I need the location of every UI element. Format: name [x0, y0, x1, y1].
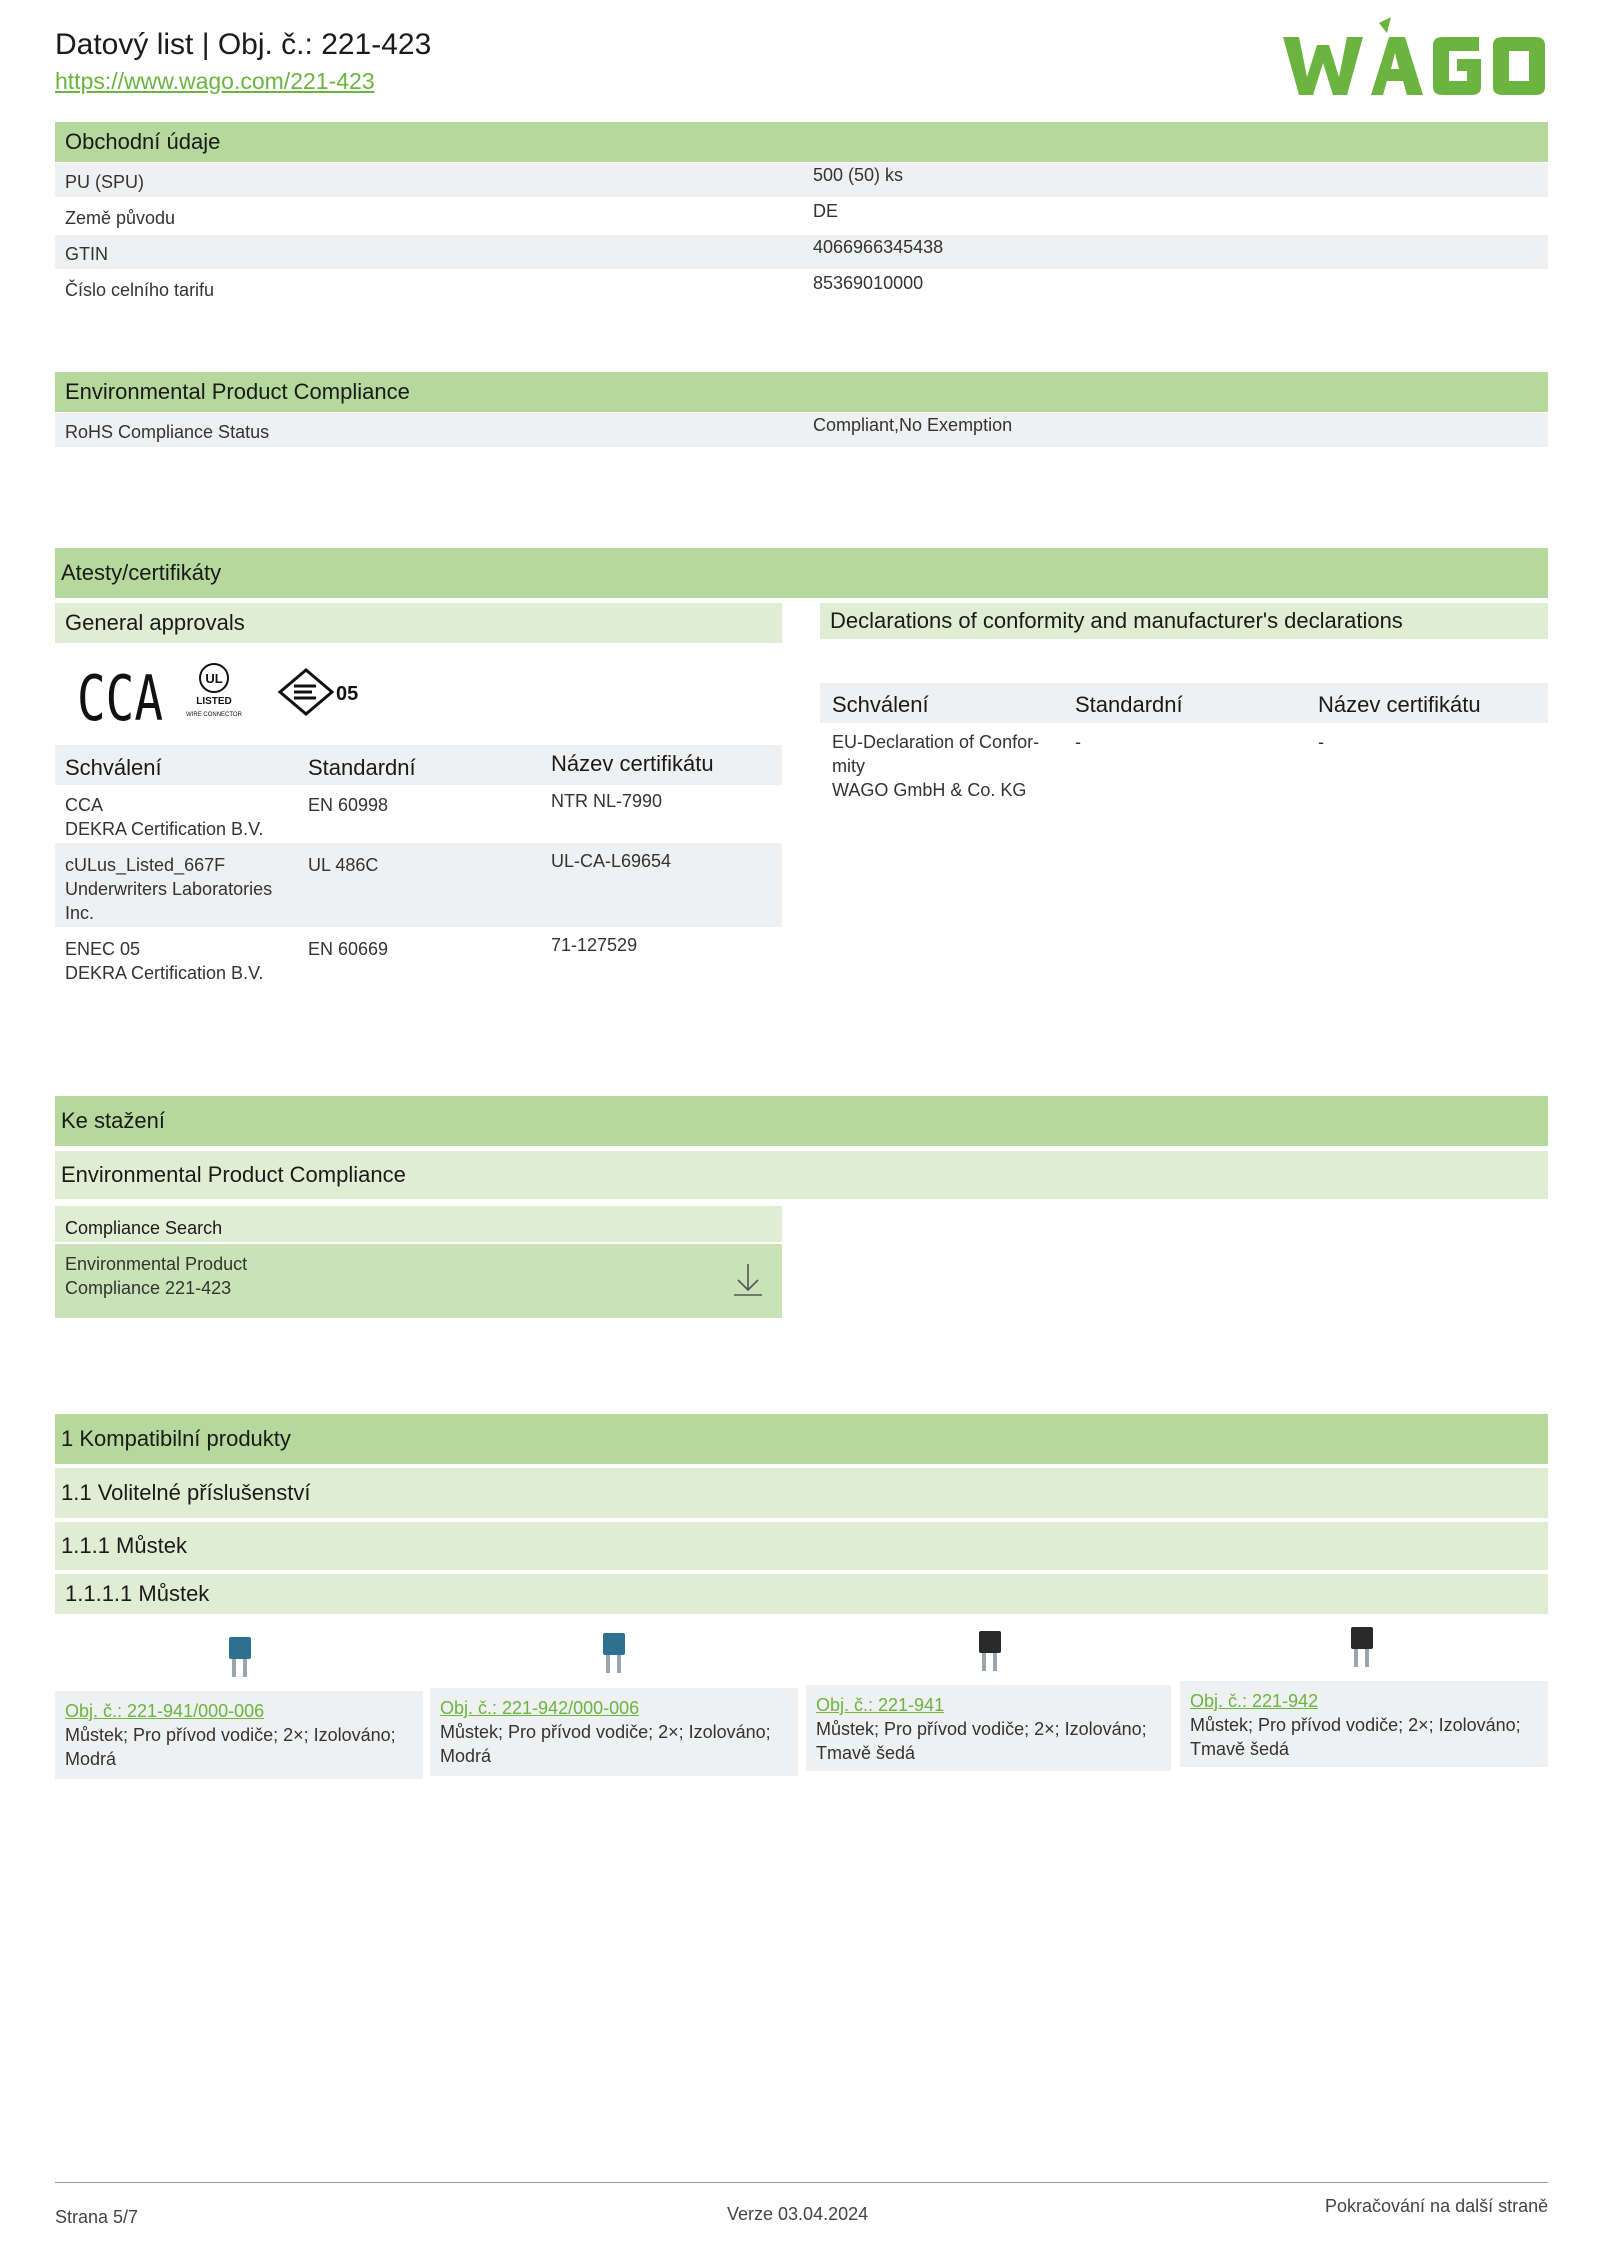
product-url-link[interactable]: https://www.wago.com/221-423: [55, 68, 375, 94]
table-row: PU (SPU) 500 (50) ks: [55, 163, 1548, 197]
compat-subheading-3: 1.1.1.1 Můstek: [55, 1574, 1548, 1614]
page-number: Strana 5/7: [55, 2207, 139, 2227]
table-cell: -: [1318, 732, 1324, 752]
svg-text:CCA: CCA: [77, 662, 163, 735]
section-certs-heading: Atesty/certifikáty: [55, 548, 1548, 598]
table-cell: EN 60669: [308, 939, 389, 959]
col-header-approval: Schválení: [832, 692, 929, 717]
table-row: GTIN 4066966345438: [55, 235, 1548, 269]
table-row: Země původu DE: [65, 201, 839, 228]
col-header-cert-name: Název certifikátu: [551, 751, 714, 776]
col-header-approval: Schválení: [65, 755, 162, 780]
ul-listed-logo: [178, 660, 250, 730]
table-row: cULus_Listed_667F Underwriters Laboratories Inc.: [65, 855, 273, 923]
table-cell: EN 60998: [308, 795, 389, 815]
declarations-heading: Declarations of conformity and manufacturer's declarations: [820, 603, 1548, 639]
col-header-standard: Standardní: [308, 755, 416, 780]
product-link[interactable]: Obj. č.: 221-941: [816, 1695, 945, 1715]
compat-subheading-1: 1.1 Volitelné příslušenství: [55, 1468, 1548, 1518]
compliance-search-title: Compliance Search: [65, 1218, 223, 1238]
product-link[interactable]: Obj. č.: 221-941/000-006: [65, 1701, 265, 1721]
table-cell: -: [1075, 732, 1081, 752]
product-card[interactable]: Obj. č.: 221-941/000-006 Můstek; Pro přívod vodiče; 2×; Izolováno; Modrá: [55, 1691, 423, 1779]
version-date: Verze 03.04.2024: [727, 2204, 869, 2224]
download-item-label: Environmental Product Compliance 221-423: [65, 1254, 248, 1298]
product-card[interactable]: Obj. č.: 221-941 Můstek; Pro přívod vodiče; 2×; Izolováno; Tmavě šedá: [806, 1685, 1171, 1771]
section-env-compliance-heading: Environmental Product Compliance: [55, 372, 1548, 412]
download-icon[interactable]: [732, 1262, 764, 1298]
document-title: Datový list | Obj. č.: 221-423: [55, 28, 432, 61]
col-header-standard: Standardní: [1075, 692, 1183, 717]
general-approvals-heading: General approvals: [55, 603, 782, 643]
wago-logo: [1283, 15, 1545, 110]
section-downloads-heading: Ke stažení: [55, 1096, 1548, 1146]
product-link[interactable]: Obj. č.: 221-942/000-006: [440, 1698, 640, 1718]
cca-logo: [75, 660, 165, 735]
table-cell: UL 486C: [308, 855, 379, 875]
table-cell: UL-CA-L69654: [551, 851, 672, 871]
table-row: ENEC 05 DEKRA Certification B.V.: [65, 939, 264, 983]
svg-text:LISTED: LISTED: [196, 696, 232, 707]
col-header-cert-name: Název certifikátu: [1318, 692, 1481, 717]
table-row: CCA DEKRA Certification B.V.: [65, 795, 264, 839]
section-compat-heading: 1 Kompatibilní produkty: [55, 1414, 1548, 1464]
svg-text:WIRE CONNECTOR: WIRE CONNECTOR: [186, 712, 242, 718]
svg-text:UL: UL: [205, 671, 223, 686]
footer-divider: [55, 2182, 1548, 2183]
table-row: RoHS Compliance Status Compliant,No Exemption: [55, 413, 1548, 447]
bridge-icon: [1350, 1627, 1374, 1669]
enec-logo: [278, 668, 366, 718]
table-row: Číslo celního tarifu 85369010000: [65, 273, 924, 300]
bridge-icon: [602, 1633, 626, 1675]
compat-subheading-2: 1.1.1 Můstek: [55, 1522, 1548, 1570]
continued-note: Pokračování na další straně: [1325, 2196, 1549, 2216]
bridge-icon: [228, 1637, 252, 1679]
product-card[interactable]: Obj. č.: 221-942 Můstek; Pro přívod vodiče; 2×; Izolováno; Tmavě šedá: [1180, 1681, 1548, 1767]
bridge-icon: [978, 1631, 1002, 1673]
table-row: EU-Declaration of Confor- mity WAGO GmbH & Co. KG: [832, 732, 1040, 800]
product-link[interactable]: Obj. č.: 221-942: [1190, 1691, 1319, 1711]
table-cell: 71-127529: [551, 935, 638, 955]
section-commercial-heading: Obchodní údaje: [55, 122, 1548, 162]
svg-text:05: 05: [336, 683, 359, 705]
table-cell: NTR NL-7990: [551, 791, 663, 811]
product-card[interactable]: Obj. č.: 221-942/000-006 Můstek; Pro přívod vodiče; 2×; Izolováno; Modrá: [430, 1688, 798, 1776]
downloads-subheading: Environmental Product Compliance: [55, 1151, 1548, 1199]
